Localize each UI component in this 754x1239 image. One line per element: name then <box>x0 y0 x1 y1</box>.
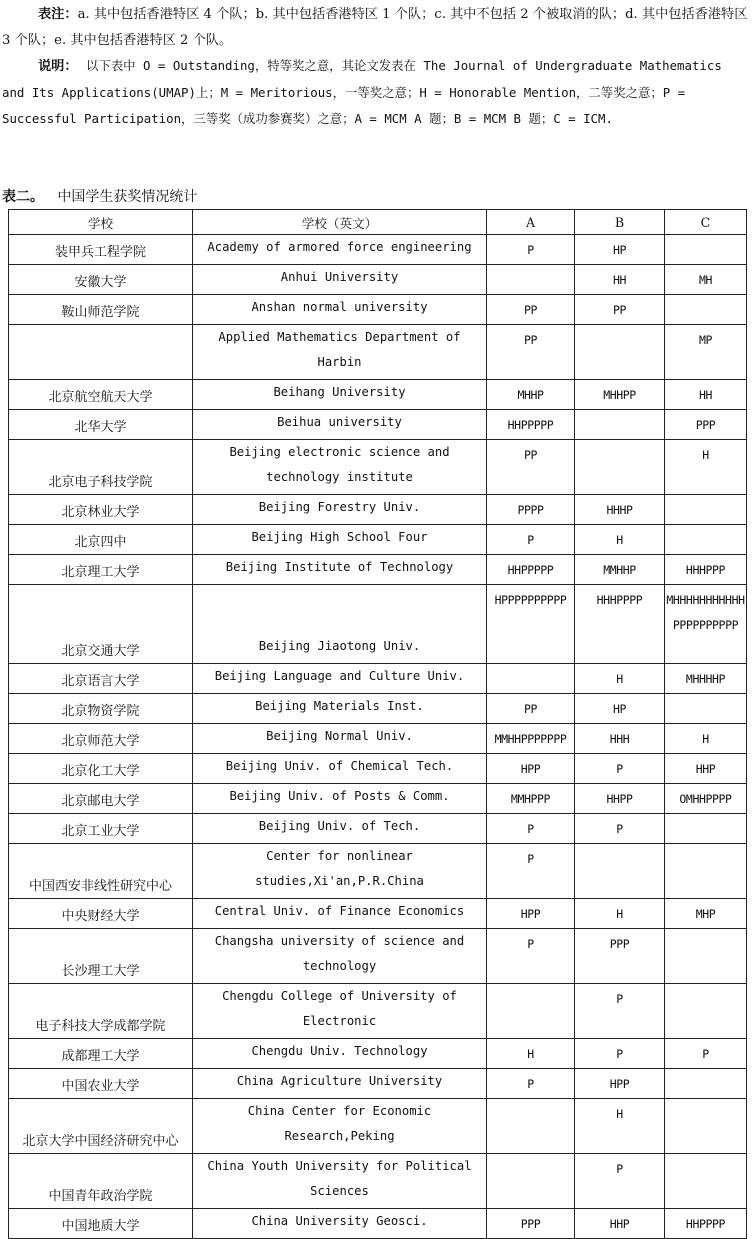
school-en-cell: Beijing Materials Inst. <box>193 694 487 724</box>
table-row <box>9 1069 747 1099</box>
school-cn-cell: 中央财经大学 <box>9 899 193 929</box>
award-c-cell: OMHHPPPP <box>665 784 747 814</box>
school-cn-cell: 装甲兵工程学院 <box>9 235 193 265</box>
header-school-en: 学校（英文） <box>193 210 487 235</box>
award-b-cell: H <box>575 664 665 694</box>
school-cn-cell: 安徽大学 <box>9 265 193 295</box>
school-en-cell: Anhui University <box>193 265 487 295</box>
award-b-cell: MHHPP <box>575 380 665 410</box>
school-cn-cell: 中国地质大学 <box>9 1209 193 1239</box>
award-a-cell: HHPPPPP <box>487 555 575 585</box>
award-b-cell: HHHPPPP <box>575 585 665 664</box>
award-b-cell: HH <box>575 265 665 295</box>
award-c-cell: HH <box>665 380 747 410</box>
award-b-cell: HHH <box>575 724 665 754</box>
school-cn-cell: 北京航空航天大学 <box>9 380 193 410</box>
award-a-cell: PP <box>487 694 575 724</box>
table-row <box>9 899 747 929</box>
school-en-cell: Anshan normal university <box>193 295 487 325</box>
award-a-cell: P <box>487 844 575 899</box>
award-c-cell: HHHPPP <box>665 555 747 585</box>
table-row <box>9 814 747 844</box>
table-row <box>9 440 747 495</box>
school-en-cell: Central Univ. of Finance Economics <box>193 899 487 929</box>
award-a-cell: MMHPPP <box>487 784 575 814</box>
table-row <box>9 380 747 410</box>
school-en-cell: Center for nonlinear studies,Xi'an,P.R.China <box>193 844 487 899</box>
award-a-cell <box>487 664 575 694</box>
table-row <box>9 984 747 1039</box>
table-row <box>9 495 747 525</box>
school-en-cell: Chengdu College of University of Electronic <box>193 984 487 1039</box>
school-cn-cell: 北京电子科技学院 <box>9 440 193 495</box>
award-a-cell <box>487 265 575 295</box>
school-en-cell: Academy of armored force engineering <box>193 235 487 265</box>
award-c-cell <box>665 495 747 525</box>
header-c: C <box>665 210 747 235</box>
school-en-cell: Beihua university <box>193 410 487 440</box>
award-c-cell: MH <box>665 265 747 295</box>
award-c-cell: P <box>665 1039 747 1069</box>
school-cn-cell: 北京邮电大学 <box>9 784 193 814</box>
school-cn-cell <box>9 325 193 380</box>
award-c-cell <box>665 1069 747 1099</box>
award-b-cell: HHP <box>575 1209 665 1239</box>
school-en-cell: Changsha university of science and technology <box>193 929 487 984</box>
table-row <box>9 1154 747 1209</box>
award-b-cell: P <box>575 814 665 844</box>
award-b-cell: HP <box>575 694 665 724</box>
award-c-cell <box>665 814 747 844</box>
school-cn-cell: 电子科技大学成都学院 <box>9 984 193 1039</box>
award-a-cell: PP <box>487 295 575 325</box>
award-b-cell: H <box>575 1099 665 1154</box>
award-c-cell <box>665 1099 747 1154</box>
award-b-cell: MMHHP <box>575 555 665 585</box>
legend-text: a. 其中包括香港特区 4 个队；b. 其中包括香港特区 1 个队；c. 其中不包括 2 个被取消的队；d. 其中包括香港特区 3 个队；e. 其中包括香港特区 2 个队。 <box>2 7 748 48</box>
school-cn-cell: 中国青年政治学院 <box>9 1154 193 1209</box>
award-b-cell: P <box>575 1154 665 1209</box>
school-en-cell: Chengdu Univ. Technology <box>193 1039 487 1069</box>
school-cn-cell: 北华大学 <box>9 410 193 440</box>
award-b-cell <box>575 325 665 380</box>
explain-text: 以下表中 O = Outstanding，特等奖之意，其论文发表在 The Journal of Undergraduate Mathematics and Its Applications(UMAP)上；M = Meritorious，一等奖之意；H = Honorable Mention，二等奖之意；P = Successful Participation，三等奖（成功参赛奖）之意；A = MCM A 题；B = MCM B 题；C = ICM. <box>2 58 722 126</box>
school-cn-cell: 北京工业大学 <box>9 814 193 844</box>
award-b-cell: PPP <box>575 929 665 984</box>
school-cn-cell: 中国西安非线性研究中心 <box>9 844 193 899</box>
award-a-cell: HPP <box>487 899 575 929</box>
award-c-cell: PPP <box>665 410 747 440</box>
award-b-cell: HPP <box>575 1069 665 1099</box>
table-row <box>9 555 747 585</box>
school-en-cell: Beijing electronic science and technology institute <box>193 440 487 495</box>
award-c-cell <box>665 295 747 325</box>
table-row <box>9 1209 747 1239</box>
school-en-cell: Beijing Univ. of Posts & Comm. <box>193 784 487 814</box>
legend-note <box>2 2 750 53</box>
award-c-cell: MP <box>665 325 747 380</box>
table-row <box>9 265 747 295</box>
header-a: A <box>487 210 575 235</box>
school-en-cell: Beijing High School Four <box>193 525 487 555</box>
awards-table-body <box>9 210 747 1239</box>
header-b: B <box>575 210 665 235</box>
school-cn-cell: 长沙理工大学 <box>9 929 193 984</box>
award-b-cell: H <box>575 525 665 555</box>
award-c-cell: H <box>665 440 747 495</box>
table-header-row <box>9 210 747 235</box>
award-c-cell: MHHHHP <box>665 664 747 694</box>
school-en-cell: Beijing Forestry Univ. <box>193 495 487 525</box>
table-row <box>9 754 747 784</box>
school-cn-cell: 北京语言大学 <box>9 664 193 694</box>
school-en-cell: China Agriculture University <box>193 1069 487 1099</box>
award-b-cell: HHHP <box>575 495 665 525</box>
school-en-cell: China University Geosci. <box>193 1209 487 1239</box>
school-cn-cell: 北京理工大学 <box>9 555 193 585</box>
award-a-cell: P <box>487 814 575 844</box>
award-b-cell: HHPP <box>575 784 665 814</box>
notes-section <box>2 2 750 133</box>
award-b-cell: H <box>575 899 665 929</box>
table-row <box>9 694 747 724</box>
table-row <box>9 844 747 899</box>
school-en-cell: Beijing Jiaotong Univ. <box>193 585 487 664</box>
school-en-cell: Applied Mathematics Department of Harbin <box>193 325 487 380</box>
award-a-cell: PP <box>487 440 575 495</box>
header-school-cn: 学校 <box>9 210 193 235</box>
legend-label: 表注： <box>38 7 78 22</box>
award-a-cell: HHPPPPP <box>487 410 575 440</box>
award-c-cell <box>665 525 747 555</box>
award-a-cell: P <box>487 525 575 555</box>
table-number: 表二。 <box>2 189 44 205</box>
school-en-cell: China Center for Economic Research,Peking <box>193 1099 487 1154</box>
award-c-cell <box>665 844 747 899</box>
award-b-cell: P <box>575 754 665 784</box>
table-row <box>9 410 747 440</box>
table-row <box>9 525 747 555</box>
award-a-cell: P <box>487 1069 575 1099</box>
table-row <box>9 585 747 664</box>
school-cn-cell: 北京四中 <box>9 525 193 555</box>
award-c-cell <box>665 694 747 724</box>
school-cn-cell: 中国农业大学 <box>9 1069 193 1099</box>
school-cn-cell: 北京化工大学 <box>9 754 193 784</box>
school-en-cell: Beihang University <box>193 380 487 410</box>
table-row <box>9 664 747 694</box>
school-cn-cell: 鞍山师范学院 <box>9 295 193 325</box>
award-c-cell: HHPPPP <box>665 1209 747 1239</box>
award-a-cell: H <box>487 1039 575 1069</box>
school-cn-cell: 北京交通大学 <box>9 585 193 664</box>
award-b-cell: P <box>575 1039 665 1069</box>
table-row <box>9 1039 747 1069</box>
school-en-cell: Beijing Language and Culture Univ. <box>193 664 487 694</box>
table-row <box>9 784 747 814</box>
awards-table <box>8 209 747 1239</box>
award-b-cell: PP <box>575 295 665 325</box>
school-cn-cell: 北京大学中国经济研究中心 <box>9 1099 193 1154</box>
school-en-cell: Beijing Univ. of Chemical Tech. <box>193 754 487 784</box>
school-en-cell: China Youth University for Political Sciences <box>193 1154 487 1209</box>
school-cn-cell: 成都理工大学 <box>9 1039 193 1069</box>
award-c-cell <box>665 984 747 1039</box>
explain-note <box>2 53 750 133</box>
award-c-cell: H <box>665 724 747 754</box>
table-row <box>9 235 747 265</box>
award-b-cell <box>575 410 665 440</box>
award-a-cell: PPP <box>487 1209 575 1239</box>
table-row <box>9 295 747 325</box>
school-en-cell: Beijing Institute of Technology <box>193 555 487 585</box>
award-a-cell: P <box>487 235 575 265</box>
explain-label: 说明： <box>38 59 78 74</box>
award-a-cell: PP <box>487 325 575 380</box>
school-en-cell: Beijing Normal Univ. <box>193 724 487 754</box>
award-a-cell: HPPPPPPPPPP <box>487 585 575 664</box>
award-c-cell <box>665 929 747 984</box>
award-c-cell <box>665 235 747 265</box>
award-c-cell: MHP <box>665 899 747 929</box>
award-a-cell: P <box>487 929 575 984</box>
award-a-cell: MHHP <box>487 380 575 410</box>
award-a-cell: PPPP <box>487 495 575 525</box>
award-c-cell <box>665 1154 747 1209</box>
award-a-cell <box>487 1099 575 1154</box>
school-cn-cell: 北京林业大学 <box>9 495 193 525</box>
school-cn-cell: 北京师范大学 <box>9 724 193 754</box>
award-b-cell: P <box>575 984 665 1039</box>
school-en-cell: Beijing Univ. of Tech. <box>193 814 487 844</box>
table-row <box>9 325 747 380</box>
award-a-cell: HPP <box>487 754 575 784</box>
award-c-cell: HHP <box>665 754 747 784</box>
table-row <box>9 1099 747 1154</box>
award-a-cell <box>487 1154 575 1209</box>
table-row <box>9 724 747 754</box>
award-b-cell <box>575 440 665 495</box>
table-title: 中国学生获奖情况统计 <box>57 189 198 205</box>
award-b-cell <box>575 844 665 899</box>
award-a-cell <box>487 984 575 1039</box>
award-c-cell: MHHHHHHHHHHHPPPPPPPPPP <box>665 585 747 664</box>
award-b-cell: HP <box>575 235 665 265</box>
award-a-cell: MMHHPPPPPPP <box>487 724 575 754</box>
school-cn-cell: 北京物资学院 <box>9 694 193 724</box>
table-row <box>9 929 747 984</box>
table-caption <box>2 186 197 206</box>
